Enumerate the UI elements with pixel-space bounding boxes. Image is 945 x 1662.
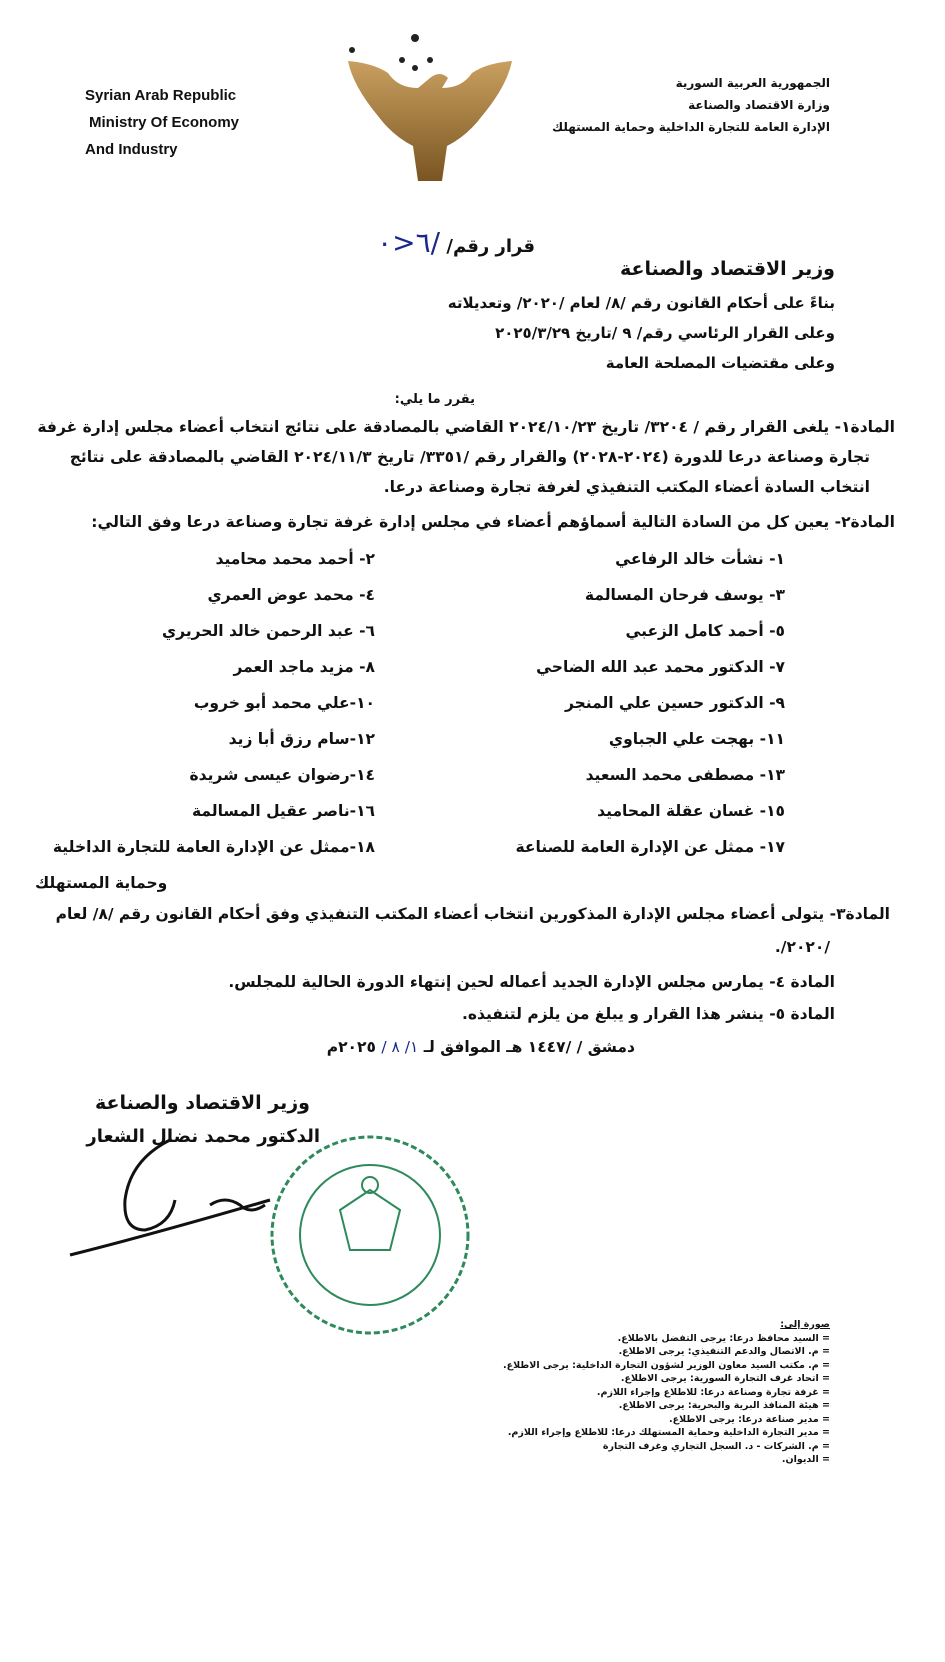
member-item: ١٣- مصطفى محمد السعيد: [585, 766, 785, 784]
article-1: انتخاب السادة أعضاء المكتب التنفيذي لغرفة تجارة وصناعة درعا.: [383, 478, 870, 496]
article-3: المادة٣- يتولى أعضاء مجلس الإدارة المذكورين انتخاب أعضاء المكتب التنفيذي وفق أحكام القانون رقم /٨/ لعام: [55, 905, 890, 923]
member-item: ١٥- غسان عقلة المحاميد: [597, 802, 785, 820]
header-arabic: [552, 72, 830, 138]
cc-item: = هيئة المنافذ البرية والبحرية: يرجى الاطلاع.: [618, 1400, 830, 1411]
members-right-column: [455, 550, 785, 874]
cc-item: = اتحاد غرف التجارة السورية: يرجى الاطلاع.: [620, 1373, 830, 1384]
preamble-line: بناءً على أحكام القانون رقم /٨/ لعام /٢٠٢٠/ وتعديلاته: [447, 294, 835, 312]
eagle-emblem-icon: [340, 28, 520, 193]
cc-list: [503, 1318, 830, 1467]
preamble-line: وعلى مقتضيات المصلحة العامة: [605, 354, 835, 372]
cc-item: = م. الشركات - د. السجل التجاري وغرف التجارة: [602, 1440, 830, 1452]
cc-item: = م. الاتصال والدعم التنفيذي: يرجى الاطلاع.: [618, 1346, 830, 1357]
member-item: ٨- مزيد ماجد العمر: [233, 658, 375, 676]
member-item: ٧- الدكتور محمد عبد الله الضاحي: [536, 658, 785, 676]
cc-item: = الديوان.: [781, 1454, 830, 1465]
minister-title: وزير الاقتصاد والصناعة: [620, 258, 835, 280]
member-item: ١٦-ناصر عقيل المسالمة: [191, 802, 375, 820]
article-1: تجارة وصناعة درعا للدورة (٢٠٢٤-٢٠٢٨) والقرار رقم /٣٣٥١/ تاريخ ٢٠٢٤/١١/٣ القاضي بالمصادقة على نتائج: [69, 448, 870, 466]
member-item: ١٢-سام رزق أبا زيد: [228, 730, 375, 748]
header-ar-line: الإدارة العامة للتجارة الداخلية وحماية المستهلك: [552, 120, 830, 134]
header-ar-line: الجمهورية العربية السورية: [675, 76, 830, 90]
members-left-column: [35, 550, 375, 910]
member-item: ١- نشأت خالد الرفاعي: [615, 550, 785, 568]
cc-item: = مدير التجارة الداخلية وحماية المستهلك درعا: للاطلاع وإجراء اللازم.: [507, 1427, 830, 1438]
signature-title: وزير الاقتصاد والصناعة: [95, 1092, 310, 1114]
cc-item: = السيد محافظ درعا: يرجى التفضل بالاطلاع.: [617, 1332, 830, 1344]
header-english: [85, 82, 239, 163]
article-3: /٢٠٢٠/.: [774, 938, 830, 956]
header-en-line: And Industry: [85, 141, 178, 158]
article-2: المادة٢- يعين كل من السادة التالية أسماؤهم أعضاء في مجلس إدارة غرفة تجارة وصناعة درعا وفق التالي:: [91, 513, 895, 531]
date-text: دمشق / /١٤٤٧ هـ الموافق لـ: [423, 1038, 635, 1056]
date-year: ٢٠٢٥م: [326, 1038, 376, 1056]
member-item: ١١- بهجت علي الجباوي: [608, 730, 785, 748]
member-item: ٤- محمد عوض العمري: [207, 586, 375, 604]
member-item: ١٨-ممثل عن الإدارة العامة للتجارة الداخلية: [52, 838, 375, 856]
signature-name: الدكتور محمد نضال الشعار: [86, 1126, 320, 1147]
member-item: ٣- يوسف فرحان المسالمة: [584, 586, 785, 604]
member-item: ٥- أحمد كامل الزعبي: [625, 622, 785, 640]
date-line: [327, 1038, 635, 1056]
member-item: ٩- الدكتور حسين علي المنجر: [564, 694, 785, 712]
handwritten-signature-icon: [60, 1130, 280, 1270]
official-stamp-icon: [265, 1130, 475, 1340]
header-en-line: Ministry Of Economy: [89, 114, 240, 131]
decision-number-handwritten: /٦<٠: [377, 226, 441, 259]
member-item: ١٤-رضوان عيسى شريدة: [189, 766, 375, 784]
member-item: ١٠-علي محمد أبو خروب: [193, 694, 375, 712]
member-item: ٦- عبد الرحمن خالد الحريري: [161, 622, 375, 640]
article-1: المادة١- يلغى القرار رقم / ٣٢٠٤/ تاريخ ٢٠٢٤/١٠/٢٣ القاضي بالمصادقة على نتائج انتخاب أعضاء مجلس إدارة غرفة: [37, 418, 895, 436]
preamble-line: وعلى القرار الرئاسي رقم/ ٩ /تاريخ ٢٠٢٥/٣/٢٩: [495, 324, 835, 342]
cc-item: = مدير صناعة درعا: يرجى الاطلاع.: [669, 1413, 830, 1425]
decision-label: قرار رقم/: [446, 236, 535, 257]
cc-item: = غرفة تجارة وصناعة درعا: للاطلاع وإجراء اللازم.: [596, 1386, 830, 1398]
decides-heading: يقرر ما يلي:: [394, 392, 475, 407]
article-4: المادة ٤- يمارس مجلس الإدارة الجديد أعماله لحين إنتهاء الدورة الحالية للمجلس.: [228, 973, 835, 991]
cc-heading: صورة إلى:: [780, 1319, 830, 1330]
member-item: ١٧- ممثل عن الإدارة العامة للصناعة: [515, 838, 785, 856]
date-handwritten: ١/ ٨ /: [381, 1038, 419, 1056]
header-en-line: Syrian Arab Republic: [85, 87, 237, 104]
decision-number: [377, 226, 535, 259]
article-5: المادة ٥- ينشر هذا القرار و يبلغ من يلزم لتنفيذه.: [461, 1005, 835, 1023]
member-item: ٢- أحمد محمد محاميد: [215, 550, 375, 568]
cc-item: = م. مكتب السيد معاون الوزير لشؤون التجارة الداخلية: يرجى الاطلاع.: [502, 1359, 830, 1371]
header-ar-line: وزارة الاقتصاد والصناعة: [688, 98, 830, 112]
member-item-continuation: وحماية المستهلك: [35, 874, 168, 892]
